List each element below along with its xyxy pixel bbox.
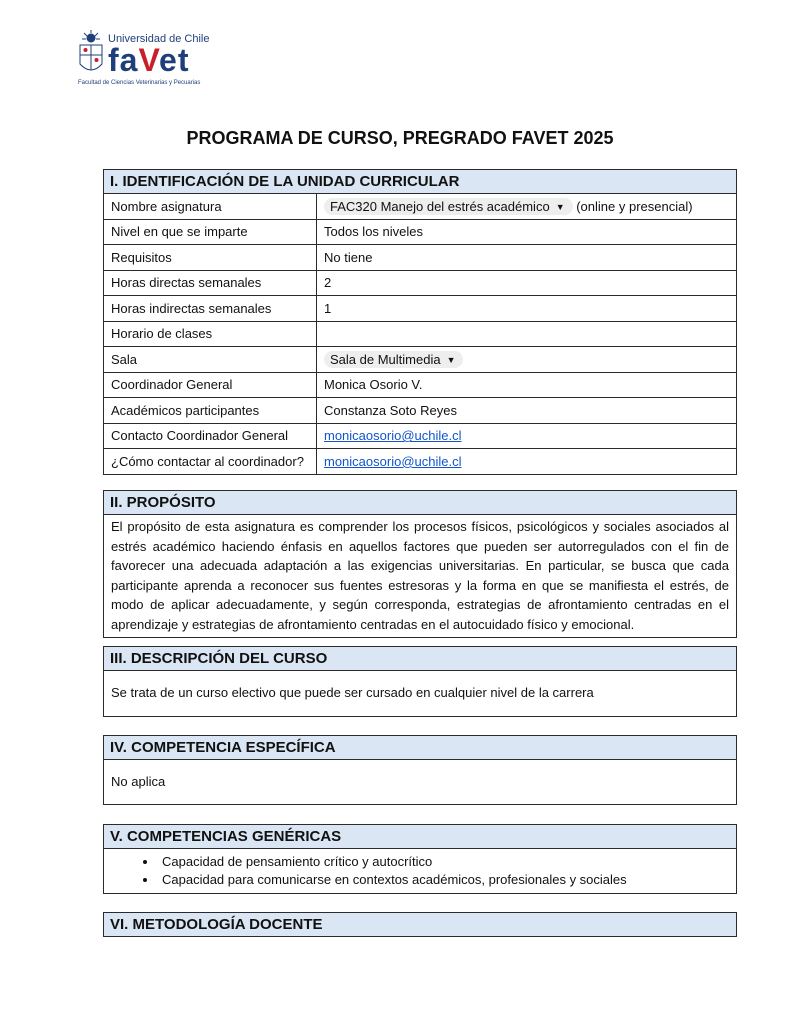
description-heading: III. DESCRIPCIÓN DEL CURSO [104,647,736,671]
specific-competence-section [103,735,737,805]
page-title: PROGRAMA DE CURSO, PREGRADO FAVET 2025 [186,128,614,148]
coordinator-email-link[interactable]: monicaosorio@uchile.cl [324,453,462,469]
specific-competence-heading: IV. COMPETENCIA ESPECÍFICA [104,736,736,760]
row-value-cell [317,321,737,347]
faculty-name: Facultad de Ciencias Veterinarias y Pecuarias [78,80,201,86]
university-name: Universidad de Chile [108,33,210,45]
table-row [104,194,736,219]
list-item: • Capacidad para comunicarse en contextos académicos, profesionales y sociales [158,871,736,889]
row-value-cell [317,398,737,424]
table-row [104,449,736,474]
description-section [103,646,737,717]
row-label: ¿Cómo contactar al coordinador? [104,449,317,474]
row-value: 1 [324,300,332,316]
list-item: • Capacidad de pensamiento crítico y autocrítico [158,853,736,871]
methodology-heading: VI. METODOLOGÍA DOCENTE [104,913,736,936]
description-text: Se trata de un curso electivo que puede ser cursado en cualquier nivel de la carrera [111,685,594,700]
identification-table [104,194,736,474]
table-row [104,423,736,449]
university-crest-icon [78,30,104,80]
row-value: Todos los niveles [324,224,423,240]
row-label: Nombre asignatura [104,194,317,219]
row-label: Horario de clases [104,321,317,347]
generic-competences-list [104,849,736,891]
generic-competences-heading: V. COMPETENCIAS GENÉRICAS [104,825,736,849]
row-value-cell [317,347,737,373]
dropdown-value: Sala de Multimedia [330,351,441,367]
identification-section [103,169,737,475]
table-row [104,270,736,296]
table-row [104,219,736,245]
row-value-cell [317,372,737,398]
row-label: Horas indirectas semanales [104,296,317,322]
room-dropdown[interactable] [324,351,463,368]
table-row [104,245,736,271]
dropdown-value: FAC320 Manejo del estrés académico [330,198,550,214]
table-row [104,347,736,373]
course-dropdown[interactable] [324,198,573,215]
brand-text-v: V [138,42,160,78]
brand-wordmark [108,42,189,78]
row-value-cell [317,423,737,449]
row-value-cell [317,296,737,322]
purpose-text: El propósito de esta asignatura es comprender los procesos físicos, psicológicos y sociales asociados al estrés académico haciendo énfasis en aquellos factores que pueden ser autorregulados con el fin de favorecer una adecuada adaptación a las exigencias universitarias. En particular, se busca que cada participante aprenda a reconocer sus fuentes estresoras y la forma en que se manifiesta el estrés, de modo de aplicar adecuadamente, y según corresponda, estrategias de afrontamiento centradas en el aprendizaje y estrategias de afrontamiento centradas en el autocuidado físico y emocional. [111,519,729,632]
row-value-cell [317,219,737,245]
table-row [104,321,736,347]
row-label: Nivel en que se imparte [104,219,317,245]
row-label: Sala [104,347,317,373]
row-label: Coordinador General [104,372,317,398]
row-label: Contacto Coordinador General [104,423,317,449]
specific-competence-text: No aplica [111,774,166,789]
row-value-cell [317,245,737,271]
row-value: Constanza Soto Reyes [324,402,457,418]
row-label: Académicos participantes [104,398,317,424]
purpose-section [103,490,737,638]
brand-text-end: et [159,42,190,78]
course-modality: (online y presencial) [572,198,693,214]
generic-competences-section [103,824,737,894]
row-label: Horas directas semanales [104,270,317,296]
chevron-down-icon: ▼ [446,354,456,365]
methodology-section [103,912,737,937]
row-value: 2 [324,275,332,291]
brand-text-start: fa [108,42,139,78]
row-value: No tiene [324,249,373,265]
table-row [104,296,736,322]
purpose-heading: II. PROPÓSITO [104,491,736,515]
row-value-cell [317,270,737,296]
coordinator-email-link[interactable]: monicaosorio@uchile.cl [324,428,462,444]
row-value-cell [317,194,737,219]
table-row [104,372,736,398]
row-label: Requisitos [104,245,317,271]
faculty-logo [78,28,228,88]
row-value: Monica Osorio V. [324,377,423,393]
table-row [104,398,736,424]
row-value-cell [317,449,737,474]
chevron-down-icon: ▼ [555,201,565,212]
identification-heading: I. IDENTIFICACIÓN DE LA UNIDAD CURRICULAR [104,170,736,194]
